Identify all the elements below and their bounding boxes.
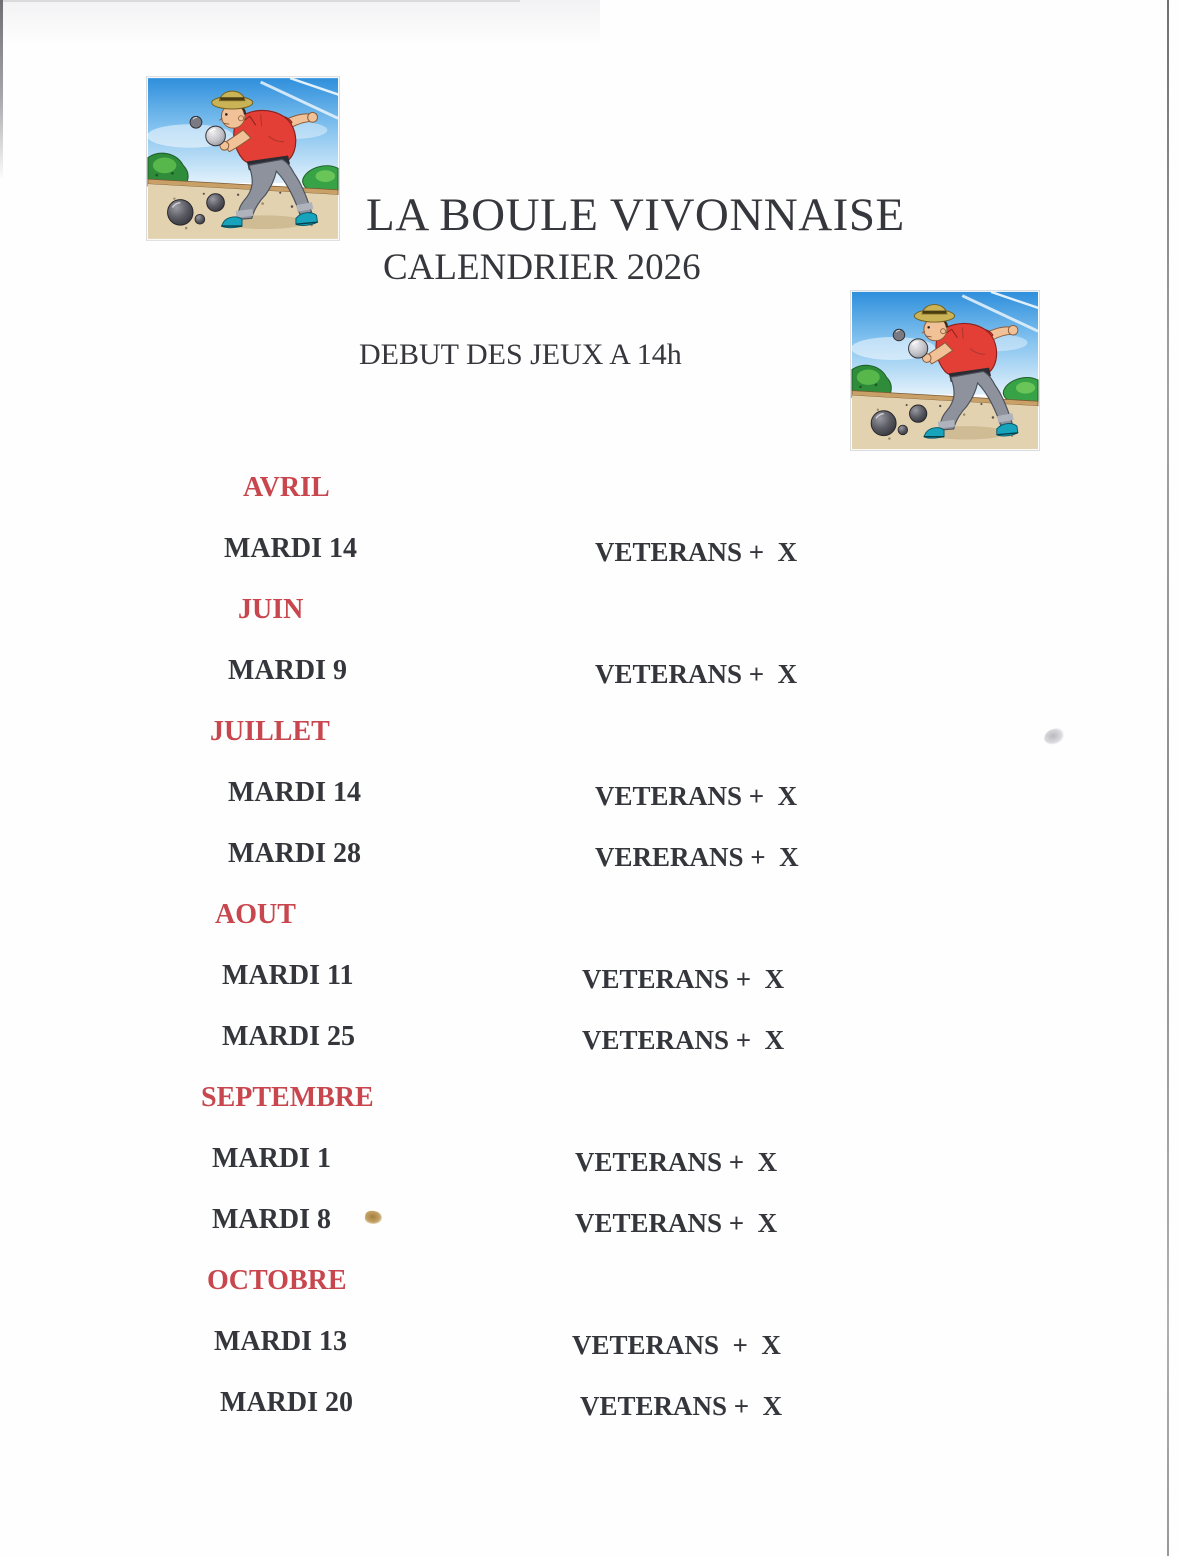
event-label: VETERANS + X <box>580 1391 783 1421</box>
month-heading: JUIN <box>238 594 304 625</box>
event-date: MARDI 14 <box>224 533 357 564</box>
event-label: VERERANS + X <box>595 842 799 872</box>
event-date: MARDI 8 <box>212 1204 331 1235</box>
event-date: MARDI 9 <box>228 655 347 686</box>
event-label: VETERANS + X <box>582 964 785 994</box>
event-date: MARDI 13 <box>214 1326 347 1357</box>
start-time-note: DEBUT DES JEUX A 14h <box>359 338 682 371</box>
event-label: VETERANS + X <box>582 1025 785 1055</box>
scan-top-edge-line <box>0 0 520 2</box>
event-label: VETERANS + X <box>575 1147 778 1177</box>
event-date: MARDI 28 <box>228 838 361 869</box>
petanque-player-illustration-top-left <box>145 75 341 242</box>
event-label: VETERANS + X <box>595 537 798 567</box>
event-label: VETERANS + X <box>595 659 798 689</box>
scan-right-edge-line <box>1167 0 1169 1556</box>
event-date: MARDI 14 <box>228 777 361 808</box>
petanque-player-illustration-right <box>845 289 1045 452</box>
event-label: VETERANS + X <box>595 781 798 811</box>
event-label: VETERANS + X <box>575 1208 778 1238</box>
month-heading: AOUT <box>215 899 296 930</box>
month-heading: AVRIL <box>243 472 330 503</box>
event-date: MARDI 1 <box>212 1143 331 1174</box>
scan-top-shadow <box>0 0 600 46</box>
scan-left-edge-line <box>0 0 3 180</box>
scan-smudge-mark <box>1043 727 1066 746</box>
event-date: MARDI 11 <box>222 960 354 991</box>
event-label: VETERANS + X <box>572 1330 781 1360</box>
month-heading: OCTOBRE <box>207 1265 347 1296</box>
month-heading: JUILLET <box>210 716 330 747</box>
month-heading: SEPTEMBRE <box>201 1082 374 1113</box>
page-subtitle: CALENDRIER 2026 <box>383 247 701 288</box>
paper-stain-speck <box>364 1210 383 1225</box>
event-date: MARDI 20 <box>220 1387 353 1418</box>
page-title: LA BOULE VIVONNAISE <box>366 189 905 241</box>
event-date: MARDI 25 <box>222 1021 355 1052</box>
